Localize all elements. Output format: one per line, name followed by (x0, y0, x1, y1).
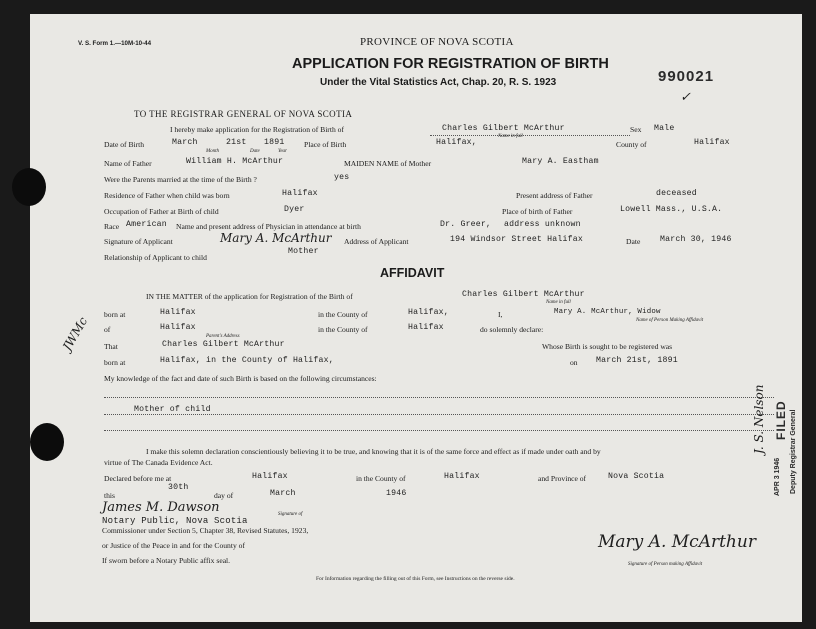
matter-text: IN THE MATTER of the application for Registration of the Birth of (146, 292, 353, 301)
sex-label: Sex (630, 125, 642, 134)
deponent-value: Mary A. McArthur, Widow (554, 308, 661, 316)
mother-value: Mary A. Eastham (522, 157, 599, 166)
married-label: Were the Parents married at the time of the Birth ? (104, 175, 257, 184)
deponent-signature-caption: Signature of Person making Affidavit (628, 562, 703, 567)
punch-hole-bottom (30, 423, 64, 461)
this-day-value: 30th (168, 483, 189, 492)
of-county-value: Halifax (408, 323, 444, 332)
justice-text: or Justice of the Peace in and for the County of (102, 541, 245, 550)
in-county-label: in the County of (318, 310, 368, 319)
born-at-label: born at (104, 310, 126, 319)
circumstance-line-3 (104, 430, 774, 431)
applicant-signature: Mary A. McArthur (220, 231, 332, 245)
county-label: County of (616, 140, 647, 149)
residence-label: Residence of Father when child was born (104, 191, 230, 200)
deputy-registrar-stamp: Deputy Registrar General (790, 409, 797, 494)
physician-value: Dr. Greer, (440, 220, 492, 229)
punch-hole-top (12, 168, 46, 206)
physician-address-value: address unknown (504, 220, 581, 229)
place-value: Halifax, (436, 138, 477, 147)
year-value: 1946 (386, 489, 407, 498)
mother-label: MAIDEN NAME of Mother (344, 159, 432, 168)
that-label: That (104, 342, 118, 351)
notary-seal-text: If sworn before a Notary Public affix seal. (102, 556, 231, 565)
declared-label: Declared before me at (104, 474, 172, 483)
province-value: Nova Scotia (608, 472, 665, 481)
relationship-label: Relationship of Applicant to child (104, 253, 207, 262)
commissioner-signature-caption: Signature of (278, 512, 303, 517)
of-place-value: Halifax (160, 323, 196, 332)
dob-year: 1891 (264, 138, 285, 147)
form-subtitle: Under the Vital Statistics Act, Chap. 20, R. S. 1923 (320, 77, 557, 88)
address-value: 194 Windsor Street Halifax (450, 235, 583, 244)
present-address-label: Present address of Father (516, 191, 593, 200)
county-value: Halifax (694, 138, 730, 147)
day-caption: Date (250, 149, 260, 154)
deponent-signature: Mary A. McArthur (598, 532, 756, 552)
married-value: yes (334, 173, 350, 182)
father-birthplace-value: Lowell Mass., U.S.A. (620, 205, 723, 214)
place-label: Place of Birth (304, 140, 347, 149)
dob-month: March (172, 138, 198, 147)
province-heading: PROVINCE OF NOVA SCOTIA (360, 36, 514, 48)
intro-text: I hereby make application for the Registration of Birth of (170, 125, 344, 134)
occupation-label: Occupation of Father at Birth of child (104, 207, 219, 216)
sex-value: Male (654, 124, 675, 133)
margin-signature: J. S. Nelson (752, 384, 766, 454)
father-label: Name of Father (104, 159, 152, 168)
affidavit-child-name: Charles Gilbert McArthur (462, 290, 585, 299)
form-number-code: V. S. Form 1.—10M-10-44 (78, 40, 152, 47)
affidavit-name-caption: Name in full (546, 300, 571, 305)
this-label: this (104, 491, 115, 500)
month-value: March (270, 489, 296, 498)
filed-stamp: FILED (774, 400, 788, 440)
registrar-heading: TO THE REGISTRAR GENERAL OF NOVA SCOTIA (134, 109, 353, 119)
that-caption: Parent's Address (206, 334, 240, 339)
commissioner-signature: James M. Dawson (102, 500, 220, 515)
solemnly-declare: do solemnly declare: (480, 325, 544, 334)
check-mark: ✓ (680, 90, 691, 105)
occupation-value: Dyer (284, 205, 305, 214)
declared-county-label: in the County of (356, 474, 406, 483)
address-label: Address of Applicant (344, 237, 409, 246)
filed-date-stamp: APR 3 1946 (774, 457, 781, 496)
circumstance-line-2 (104, 414, 774, 415)
date-label: Date (626, 237, 641, 246)
residence-value: Halifax (282, 189, 318, 198)
present-address-value: deceased (656, 189, 697, 198)
race-value: American (126, 220, 167, 229)
circumstance-value: Mother of child (134, 405, 211, 414)
declared-place-value: Halifax (252, 472, 288, 481)
on-date-value: March 21st, 1891 (596, 356, 678, 365)
solemn-text-1: I make this solemn declaration conscientiously believing it to be true, and knowing that it is of the same force and effect as if made under oath and by (146, 447, 601, 456)
born-at-label-2: born at (104, 358, 126, 367)
physician-label: Name and present address of Physician in attendance at birth (176, 222, 361, 231)
dob-label: Date of Birth (104, 140, 145, 149)
affidavit-heading: AFFIDAVIT (380, 266, 445, 280)
of-label: of (104, 325, 111, 334)
race-label: Race (104, 222, 120, 231)
on-label: on (570, 358, 578, 367)
day-of-label: day of (214, 491, 234, 500)
county-value-1: Halifax, (408, 308, 449, 317)
solemn-text-2: virtue of The Canada Evidence Act. (104, 458, 213, 467)
born-at-value: Halifax (160, 308, 196, 317)
year-caption: Year (278, 149, 287, 154)
relationship-value: Mother (288, 247, 319, 256)
name-in-full-caption: Name in full (498, 134, 523, 139)
serial-number: 990021 (658, 68, 715, 85)
deponent-caption: Name of Person Making Affidavit (636, 318, 704, 323)
date-value: March 30, 1946 (660, 235, 732, 244)
month-caption: Month (206, 149, 220, 154)
province-label: and Province of (538, 474, 587, 483)
circumstance-line-1 (104, 397, 774, 398)
footer-note: For Information regarding the filling out of this Form, see Instructions on the reverse side. (316, 576, 515, 582)
whose-birth-text: Whose Birth is sought to be registered was (542, 342, 673, 351)
declared-county-value: Halifax (444, 472, 480, 481)
birth-registration-form (30, 14, 802, 622)
child-name-value: Charles Gilbert McArthur (442, 124, 565, 133)
that-name-value: Charles Gilbert McArthur (162, 340, 285, 349)
father-birthplace-label: Place of birth of Father (502, 207, 573, 216)
form-title: APPLICATION FOR REGISTRATION OF BIRTH (292, 56, 609, 72)
name-line (430, 135, 630, 136)
of-county-label: in the County of (318, 325, 368, 334)
born-at-value-2: Halifax, in the County of Halifax, (160, 356, 334, 365)
dob-day: 21st (226, 138, 247, 147)
commissioner-text: Commissioner under Section 5, Chapter 38, Revised Statutes, 1923, (102, 526, 309, 535)
i-label: I, (498, 310, 503, 319)
margin-initials: JWMc (60, 314, 91, 353)
signature-label: Signature of Applicant (104, 237, 173, 246)
knowledge-label: My knowledge of the fact and date of such Birth is based on the following circumstances: (104, 374, 377, 383)
notary-stamp: Notary Public, Nova Scotia (102, 516, 248, 526)
father-value: William H. McArthur (186, 157, 284, 166)
